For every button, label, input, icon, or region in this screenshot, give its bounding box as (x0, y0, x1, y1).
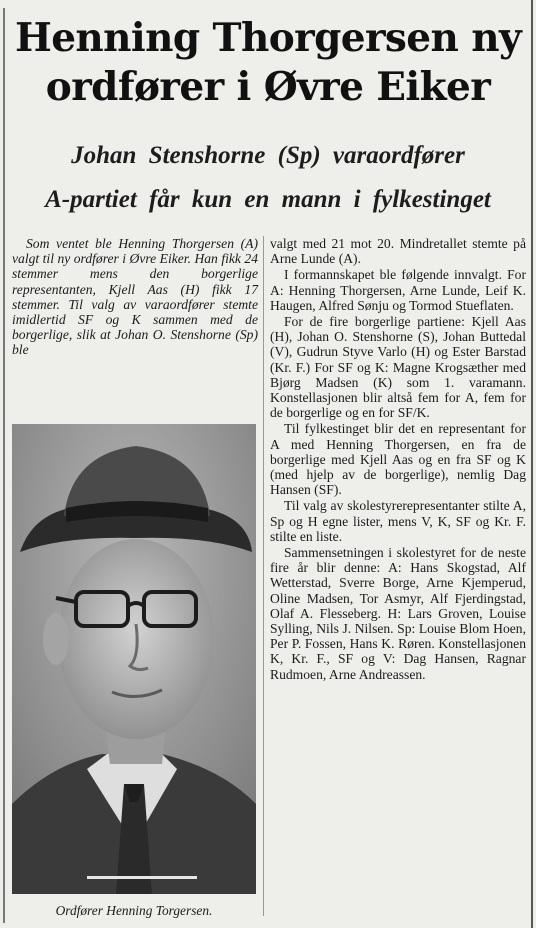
intro-paragraph: Som ventet ble Henning Thorgersen (A) valgt til ny ordfører i Øvre Eiker. Han fikk 24 stemmer mens den borgerlige representanten, Kjell Aas (H) fikk 17 stemmer. Til valg av varaordfører stemte imidlertid SF og K sammen med de borgerlige, slik at Johan O. Stenshorne (Sp) ble (12, 236, 258, 358)
subheadline-2: A-partiet får kun en mann i fylkestinget (45, 186, 491, 213)
subheadline-1: Johan Stenshorne (Sp) varaordfører (71, 142, 465, 169)
left-column (12, 236, 258, 358)
paragraph: Til fylkestinget blir det en representant for A med Henning Thorgersen, en fra de borgerlige med Kjell Aas og en fra SF og K (med hjelp av de borgerlige), nemlig Dag Hansen (SF). (270, 421, 526, 498)
photo-caption: Ordfører Henning Torgersen. (55, 903, 213, 918)
column-divider (263, 236, 264, 916)
headline (8, 14, 528, 112)
paragraph: Sammensetningen i skolestyret for de neste fire år blir denne: A: Hans Skogstad, Alf Wetterstad, Sverre Borge, Arne Kjemperud, Oline Madsen, Tor Asmyr, Alf Fjerdingstad, Olaf A. Flesseberg. H: Lars Groven, Louise Sylling, Nils J. Nilsen. Sp: Louise Blom Hoen, Per P. Fossen, Hans K. Røren. Konstellasjonen K, Kr. F., SF og V: Dag Hansen, Ragnar Rudmoen, Arne Andreassen. (270, 545, 526, 682)
right-column (270, 236, 526, 682)
portrait-photo (12, 424, 256, 894)
headline-line-2: ordfører i Øvre Eiker (45, 64, 491, 110)
paragraph: Til valg av skolestyrerepresentanter stilte A, Sp og H egne lister, mens V, K, SF og Kr. F. stilte en liste. (270, 498, 526, 544)
right-border-rule (531, 0, 533, 928)
headline-line-1: Henning Thorgersen ny (14, 15, 522, 61)
paragraph: For de fire borgerlige partiene: Kjell Aas (H), Johan O. Stenshorne (S), Johan Buttedal (V), Gudrun Styve Varlo (H) og Ester Barstad (Kr. F.) For SF og K: Magne Krogsæther med Bjørg Madsen (K) som 1. varamann. Konstellasjonen blir altså fem for A, fem for de borgerlige og en for SF/K. (270, 314, 526, 421)
paragraph: valgt med 21 mot 20. Mindretallet stemte på Arne Lunde (A). (270, 236, 526, 267)
left-border-rule (3, 8, 5, 923)
paragraph: I formannskapet ble følgende innvalgt. For A: Henning Thorgersen, Arne Lunde, Leif K. Haugen, Alfred Sønju og Tormod Stueflaten. (270, 267, 526, 313)
